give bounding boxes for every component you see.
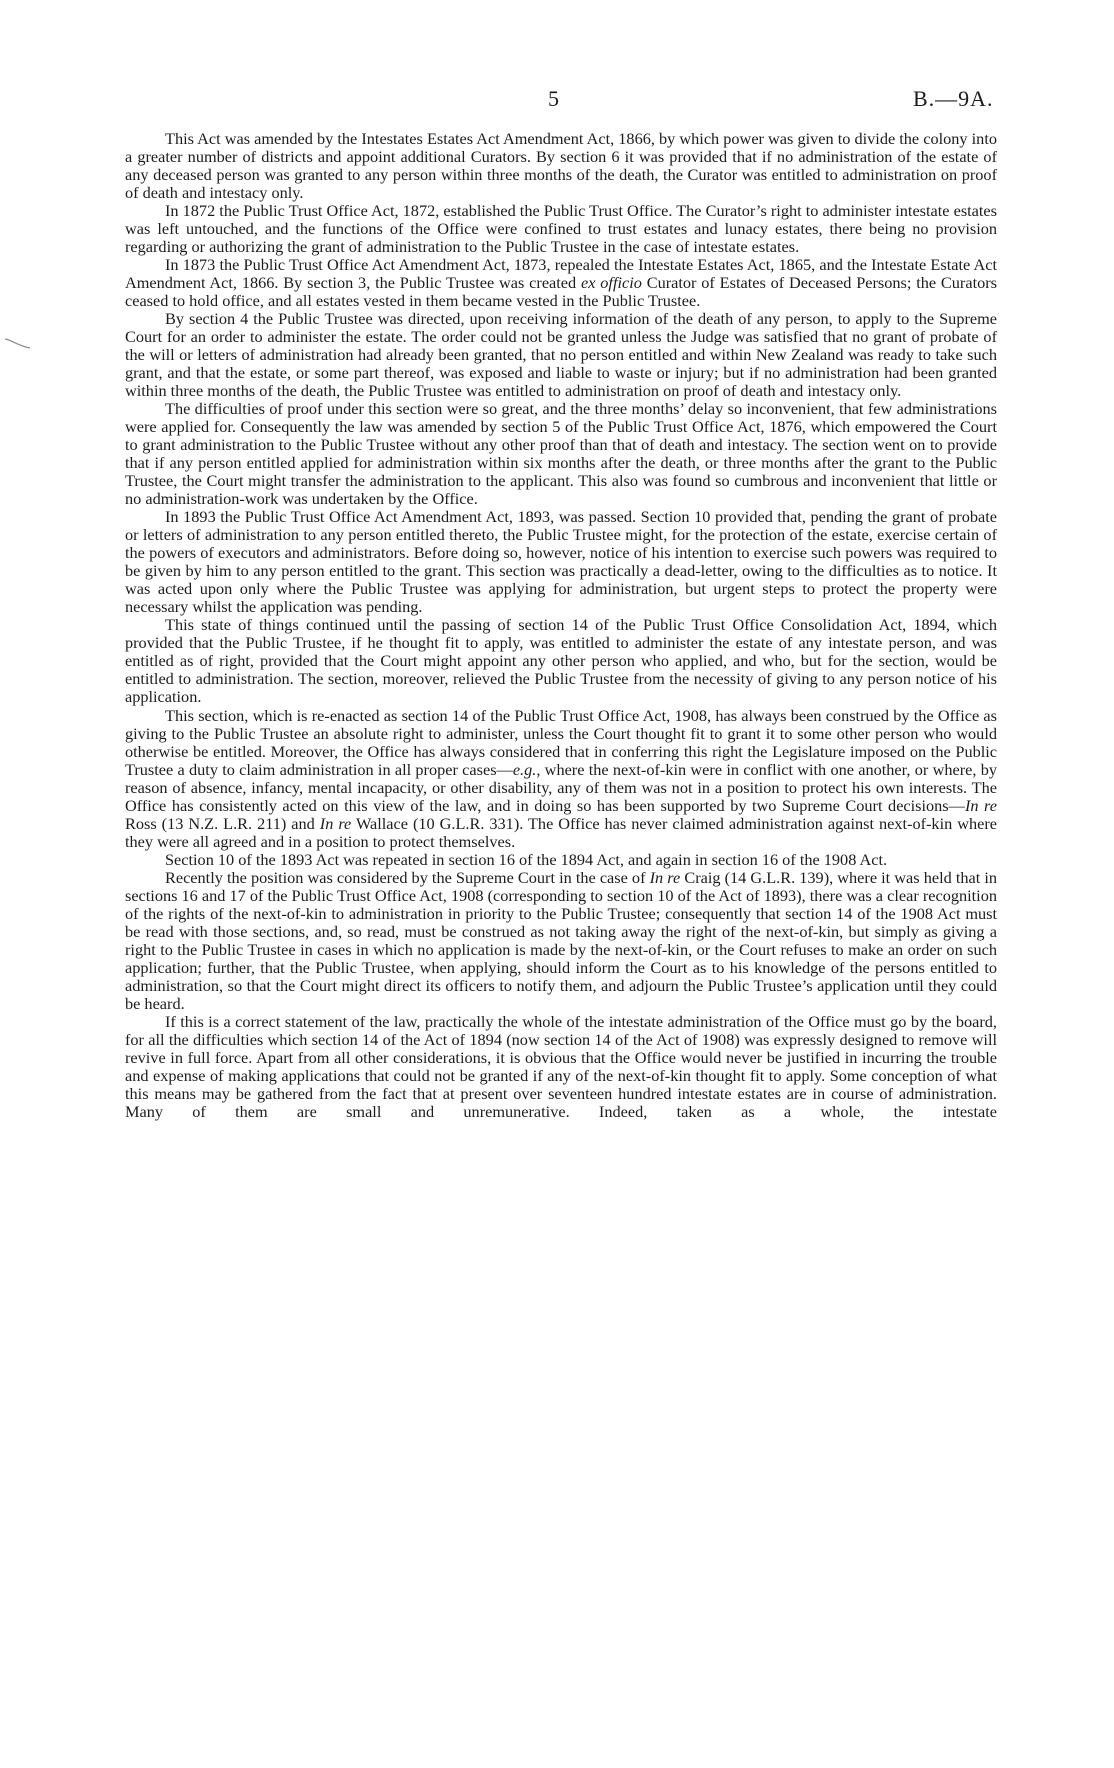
margin-pencil-mark (4, 336, 32, 350)
paragraph (125, 851, 997, 869)
paragraph (125, 616, 997, 706)
text-run: Craig (14 G.L.R. 139), where it was held that in sections 16 and 17 of the Public Trust Office Act, 1908 (corresponding to section 10 of the Act of 1893), there was a clear recognition of the rights of the next-of-kin to administration in priority to the Public Trustee; consequently that section 14 of the 1908 Act must be read with those sections, and, so read, must be construed as not taking away the right of the next-of-kin, but simply as giving a right to the Public Trustee in cases in which no application is made by the next-of-kin, or the Court refuses to make an order on such application; further, that the Public Trustee, when applying, should inform the Court as to his knowledge of the persons entitled to administration, so that the Court might direct its officers to notify them, and adjourn the Public Trustee’s application until they could be heard. (125, 867, 998, 1013)
italic-text: e.g. (512, 759, 537, 779)
text-run: Section 10 of the 1893 Act was repeated in section 16 of the 1894 Act, and again in section 16 of the 1908 Act. (165, 849, 888, 869)
paragraph (125, 869, 997, 1013)
document-reference: B.—9A. (913, 86, 994, 111)
text-run: This state of things continued until the passing of section 14 of the Public Trust Office Consolidation Act, 1894, which provided that the Public Trustee, if he thought fit to apply, was entitled to administer the estate of any intestate person, and was entitled as of right, provided that the Court might appoint any other person who applied, and who, but for the section, would be entitled to administration. The section, moreover, relieved the Public Trustee from the necessity of giving to any person notice of his application. (125, 615, 997, 707)
text-run: In 1893 the Public Trust Office Act Amendment Act, 1893, was passed. Section 10 provided that, pending the grant of probate or letters of administration to any person entitled thereto, the Public Trustee might, for the protection of the estate, exercise certain of the powers of executors and administrators. Before doing so, however, notice of his intention to exercise such powers was required to be given by him to any person entitled to the grant. This section was practically a dead-letter, owing to the difficulties as to notice. It was acted upon only where the Public Trustee was applying for administration, but urgent steps to protect the property were necessary whilst the application was pending. (125, 507, 997, 617)
text-run: Wallace (10 G.L.R. 331). The Office has never claimed administration against next-of-kin where they were all agreed and in a position to protect themselves. (125, 813, 997, 851)
paragraph (125, 256, 997, 310)
text-run: Curator of Estates of Deceased Persons; the Curators ceased to hold office, and all estates vested in them became vested in the Public Trustee. (125, 273, 997, 311)
italic-text: In re (649, 867, 681, 887)
text-run: By section 4 the Public Trustee was directed, upon receiving information of the death of any person, to apply to the Supreme Court for an order to administer the estate. The order could not be granted unless the Judge was satisfied that no grant of probate of the will or letters of administration had already been granted, that no person entitled and within New Zealand was ready to take such grant, and that the estate, or some part thereof, was exposed and liable to waste or injury; but if no administration had been granted within three months of the death, the Public Trustee was entitled to administration on proof of death and intestacy only. (125, 309, 997, 401)
text-run: Ross (13 N.Z. L.R. 211) and (125, 813, 320, 833)
italic-text: In re (964, 795, 998, 815)
text-run: In 1873 the Public Trust Office Act Amendment Act, 1873, repealed the Intestate Estates Act, 1865, and the Intestate Estate Act Amendment Act, 1866. By section 3, the Public Trustee was created (125, 255, 997, 293)
paragraph (125, 508, 997, 616)
paragraph (125, 707, 997, 851)
text-run: The difficulties of proof under this section were so great, and the three months’ delay so inconvenient, that few administrations were applied for. Consequently the law was amended by section 5 of the Public Trust Office Act, 1876, which empowered the Court to grant administration to the Public Trustee without any other proof than that of death and intestacy. The section went on to provide that if any person entitled applied for administration within six months after the death, or three months after the grant to the Public Trustee, the Court might transfer the administration to the applicant. This also was found so cumbrous and inconvenient that little or no administration-work was undertaken by the Office. (125, 399, 997, 509)
paragraph (125, 202, 997, 256)
text-run: In 1872 the Public Trust Office Act, 1872, established the Public Trust Office. The Curator’s right to administer intestate estates was left untouched, and the functions of the Office were confined to trust estates and lunacy estates, there being no provision regarding or authorizing the grant of administration to the Public Trustee in the case of intestate estates. (125, 201, 997, 257)
text-run: If this is a correct statement of the law, practically the whole of the intestate administration of the Office must go by the board, for all the difficulties which section 14 of the Act of 1894 (now section 14 of the Act of 1908) was expressly designed to remove will revive in full force. Apart from all other considerations, it is obvious that the Office would never be justified in incurring the trouble and expense of making applications that could not be granted if any of the next-of-kin thought fit to apply. Some conception of what this means may be gathered from the fact that at present over seventeen hundred intestate estates are in course of administration. Many of them are small and unremunerative. Indeed, taken as a whole, the intestate (125, 1011, 997, 1121)
page-number: 5 (548, 86, 559, 111)
italic-text: ex officio (581, 273, 642, 293)
italic-text: In re (319, 813, 352, 833)
paragraph (125, 400, 997, 508)
text-run: Recently the position was considered by the Supreme Court in the case of (165, 867, 650, 887)
text-run: This Act was amended by the Intestates Estates Act Amendment Act, 1866, by which power was given to divide the colony into a greater number of districts and appoint additional Curators. By section 6 it was provided that if no administration of the estate of any deceased person was granted to any person within three months of the death, the Curator was entitled to administration on proof of death and intestacy only. (125, 129, 997, 203)
body-text (125, 130, 997, 1121)
text-run: , where the next-of-kin were in conflict with one another, or where, by reason of absence, infancy, mental incapacity, or other disability, any of them was not in a position to protect his own interests. The Office has consistently acted on this view of the law, and in doing so has been supported by two Supreme Court decisions— (125, 759, 997, 815)
paragraph (125, 130, 997, 202)
paragraph (125, 310, 997, 400)
paragraph (125, 1013, 997, 1121)
text-run: This section, which is re-enacted as section 14 of the Public Trust Office Act, 1908, has always been construed by the Office as giving to the Public Trustee an absolute right to administer, unless the Court thought fit to grant it to some other person who would otherwise be entitled. Moreover, the Office has always considered that in conferring this right the Legislature imposed on the Public Trustee a duty to claim administration in all proper cases— (125, 705, 997, 779)
